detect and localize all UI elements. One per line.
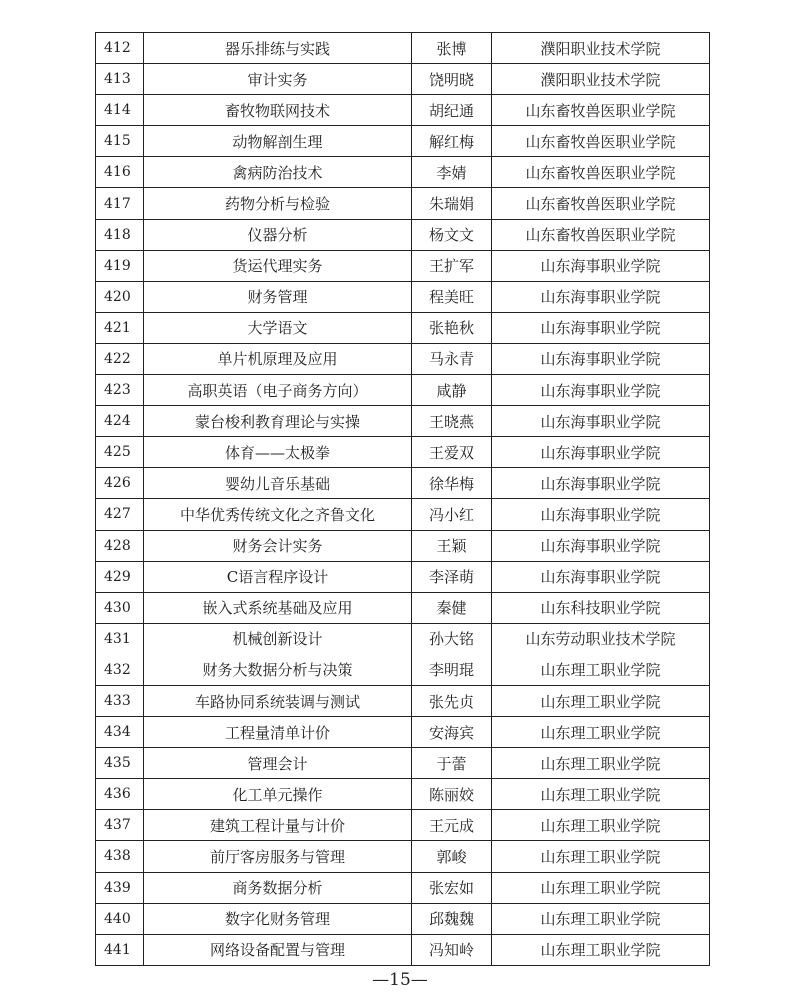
table-row — [96, 281, 710, 312]
teacher-name: 秦健 — [412, 592, 492, 623]
course-name: 高职英语（电子商务方向） — [144, 375, 412, 406]
row-number: 413 — [96, 64, 144, 95]
teacher-name: 安海宾 — [412, 717, 492, 748]
school-name: 山东理工职业学院 — [492, 841, 710, 872]
school-name: 山东理工职业学院 — [492, 903, 710, 934]
table-row — [96, 561, 710, 592]
course-name: 财务大数据分析与决策 — [144, 654, 412, 685]
course-name: 禽病防治技术 — [144, 157, 412, 188]
table-row — [96, 499, 710, 530]
table-row — [96, 623, 710, 654]
table-row — [96, 654, 710, 685]
course-name: 商务数据分析 — [144, 872, 412, 903]
course-name: 机械创新设计 — [144, 623, 412, 654]
row-number: 433 — [96, 685, 144, 716]
course-name: 货运代理实务 — [144, 250, 412, 281]
teacher-name: 张先贞 — [412, 685, 492, 716]
course-name: 化工单元操作 — [144, 779, 412, 810]
table-row — [96, 219, 710, 250]
page-number: —15— — [372, 970, 428, 990]
course-name: 中华优秀传统文化之齐鲁文化 — [144, 499, 412, 530]
table-row — [96, 717, 710, 748]
course-name: 建筑工程计量与计价 — [144, 810, 412, 841]
course-name: 管理会计 — [144, 748, 412, 779]
course-name: 器乐排练与实践 — [144, 33, 412, 64]
course-name: 车路协同系统装调与测试 — [144, 685, 412, 716]
teacher-name: 王元成 — [412, 810, 492, 841]
row-number: 426 — [96, 468, 144, 499]
row-number: 419 — [96, 250, 144, 281]
course-name: 动物解剖生理 — [144, 126, 412, 157]
row-number: 441 — [96, 934, 144, 965]
course-name: 婴幼儿音乐基础 — [144, 468, 412, 499]
row-number: 432 — [96, 654, 144, 685]
course-name: 蒙台梭利教育理论与实操 — [144, 406, 412, 437]
table-row — [96, 126, 710, 157]
table-row — [96, 188, 710, 219]
school-name: 山东理工职业学院 — [492, 934, 710, 965]
teacher-name: 王爱双 — [412, 437, 492, 468]
school-name: 山东畜牧兽医职业学院 — [492, 219, 710, 250]
school-name: 濮阳职业技术学院 — [492, 64, 710, 95]
row-number: 440 — [96, 903, 144, 934]
course-name: 嵌入式系统基础及应用 — [144, 592, 412, 623]
course-name: 财务管理 — [144, 281, 412, 312]
row-number: 434 — [96, 717, 144, 748]
table-row — [96, 810, 710, 841]
row-number: 415 — [96, 126, 144, 157]
school-name: 山东畜牧兽医职业学院 — [492, 157, 710, 188]
school-name: 山东理工职业学院 — [492, 872, 710, 903]
teacher-name: 程美旺 — [412, 281, 492, 312]
teacher-name: 胡纪通 — [412, 95, 492, 126]
teacher-name: 孙大铭 — [412, 623, 492, 654]
row-number: 428 — [96, 530, 144, 561]
table-row — [96, 312, 710, 343]
course-name: 大学语文 — [144, 312, 412, 343]
school-name: 山东科技职业学院 — [492, 592, 710, 623]
table-row — [96, 64, 710, 95]
teacher-name: 杨文文 — [412, 219, 492, 250]
row-number: 412 — [96, 33, 144, 64]
course-name: 体育——太极拳 — [144, 437, 412, 468]
course-name: 前厅客房服务与管理 — [144, 841, 412, 872]
row-number: 437 — [96, 810, 144, 841]
teacher-name: 朱瑞娟 — [412, 188, 492, 219]
row-number: 425 — [96, 437, 144, 468]
table-row — [96, 406, 710, 437]
school-name: 山东海事职业学院 — [492, 530, 710, 561]
row-number: 424 — [96, 406, 144, 437]
row-number: 416 — [96, 157, 144, 188]
table-row — [96, 841, 710, 872]
teacher-name: 陈丽姣 — [412, 779, 492, 810]
table-row — [96, 748, 710, 779]
row-number: 438 — [96, 841, 144, 872]
teacher-name: 冯小红 — [412, 499, 492, 530]
teacher-name: 张艳秋 — [412, 312, 492, 343]
school-name: 山东海事职业学院 — [492, 281, 710, 312]
course-name: 网络设备配置与管理 — [144, 934, 412, 965]
row-number: 435 — [96, 748, 144, 779]
table-row — [96, 375, 710, 406]
course-name: 工程量清单计价 — [144, 717, 412, 748]
row-number: 414 — [96, 95, 144, 126]
table-row — [96, 779, 710, 810]
school-name: 山东理工职业学院 — [492, 717, 710, 748]
course-table — [95, 32, 710, 966]
teacher-name: 解红梅 — [412, 126, 492, 157]
teacher-name: 王扩军 — [412, 250, 492, 281]
teacher-name: 张博 — [412, 33, 492, 64]
row-number: 430 — [96, 592, 144, 623]
teacher-name: 王晓燕 — [412, 406, 492, 437]
table-row — [96, 592, 710, 623]
row-number: 439 — [96, 872, 144, 903]
table-row — [96, 685, 710, 716]
teacher-name: 王颖 — [412, 530, 492, 561]
row-number: 431 — [96, 623, 144, 654]
teacher-name: 于蕾 — [412, 748, 492, 779]
teacher-name: 冯知岭 — [412, 934, 492, 965]
table-row — [96, 33, 710, 64]
school-name: 山东理工职业学院 — [492, 810, 710, 841]
school-name: 山东海事职业学院 — [492, 250, 710, 281]
table-row — [96, 903, 710, 934]
school-name: 山东海事职业学院 — [492, 343, 710, 374]
school-name: 山东理工职业学院 — [492, 685, 710, 716]
table-row — [96, 872, 710, 903]
course-name: 审计实务 — [144, 64, 412, 95]
school-name: 山东海事职业学院 — [492, 312, 710, 343]
course-name: 单片机原理及应用 — [144, 343, 412, 374]
row-number: 436 — [96, 779, 144, 810]
table-row — [96, 437, 710, 468]
school-name: 山东理工职业学院 — [492, 748, 710, 779]
school-name: 山东海事职业学院 — [492, 406, 710, 437]
course-name: 财务会计实务 — [144, 530, 412, 561]
row-number: 422 — [96, 343, 144, 374]
table-row — [96, 934, 710, 965]
course-name: 药物分析与检验 — [144, 188, 412, 219]
school-name: 山东海事职业学院 — [492, 468, 710, 499]
school-name: 山东畜牧兽医职业学院 — [492, 126, 710, 157]
teacher-name: 邱魏魏 — [412, 903, 492, 934]
school-name: 山东理工职业学院 — [492, 654, 710, 685]
teacher-name: 李明琨 — [412, 654, 492, 685]
school-name: 山东海事职业学院 — [492, 561, 710, 592]
school-name: 山东海事职业学院 — [492, 375, 710, 406]
teacher-name: 张宏如 — [412, 872, 492, 903]
table-row — [96, 95, 710, 126]
table-row — [96, 530, 710, 561]
school-name: 山东劳动职业技术学院 — [492, 623, 710, 654]
table-row — [96, 468, 710, 499]
school-name: 濮阳职业技术学院 — [492, 33, 710, 64]
row-number: 418 — [96, 219, 144, 250]
course-name: 仪器分析 — [144, 219, 412, 250]
teacher-name: 李泽萌 — [412, 561, 492, 592]
teacher-name: 咸静 — [412, 375, 492, 406]
row-number: 417 — [96, 188, 144, 219]
row-number: 421 — [96, 312, 144, 343]
teacher-name: 李婧 — [412, 157, 492, 188]
table-row — [96, 157, 710, 188]
school-name: 山东海事职业学院 — [492, 437, 710, 468]
row-number: 423 — [96, 375, 144, 406]
course-name: 畜牧物联网技术 — [144, 95, 412, 126]
school-name: 山东畜牧兽医职业学院 — [492, 188, 710, 219]
row-number: 420 — [96, 281, 144, 312]
school-name: 山东畜牧兽医职业学院 — [492, 95, 710, 126]
course-name: C语言程序设计 — [144, 561, 412, 592]
school-name: 山东海事职业学院 — [492, 499, 710, 530]
teacher-name: 徐华梅 — [412, 468, 492, 499]
teacher-name: 饶明晓 — [412, 64, 492, 95]
row-number: 427 — [96, 499, 144, 530]
table-row — [96, 343, 710, 374]
teacher-name: 马永青 — [412, 343, 492, 374]
course-name: 数字化财务管理 — [144, 903, 412, 934]
teacher-name: 郭峻 — [412, 841, 492, 872]
table-row — [96, 250, 710, 281]
row-number: 429 — [96, 561, 144, 592]
school-name: 山东理工职业学院 — [492, 779, 710, 810]
